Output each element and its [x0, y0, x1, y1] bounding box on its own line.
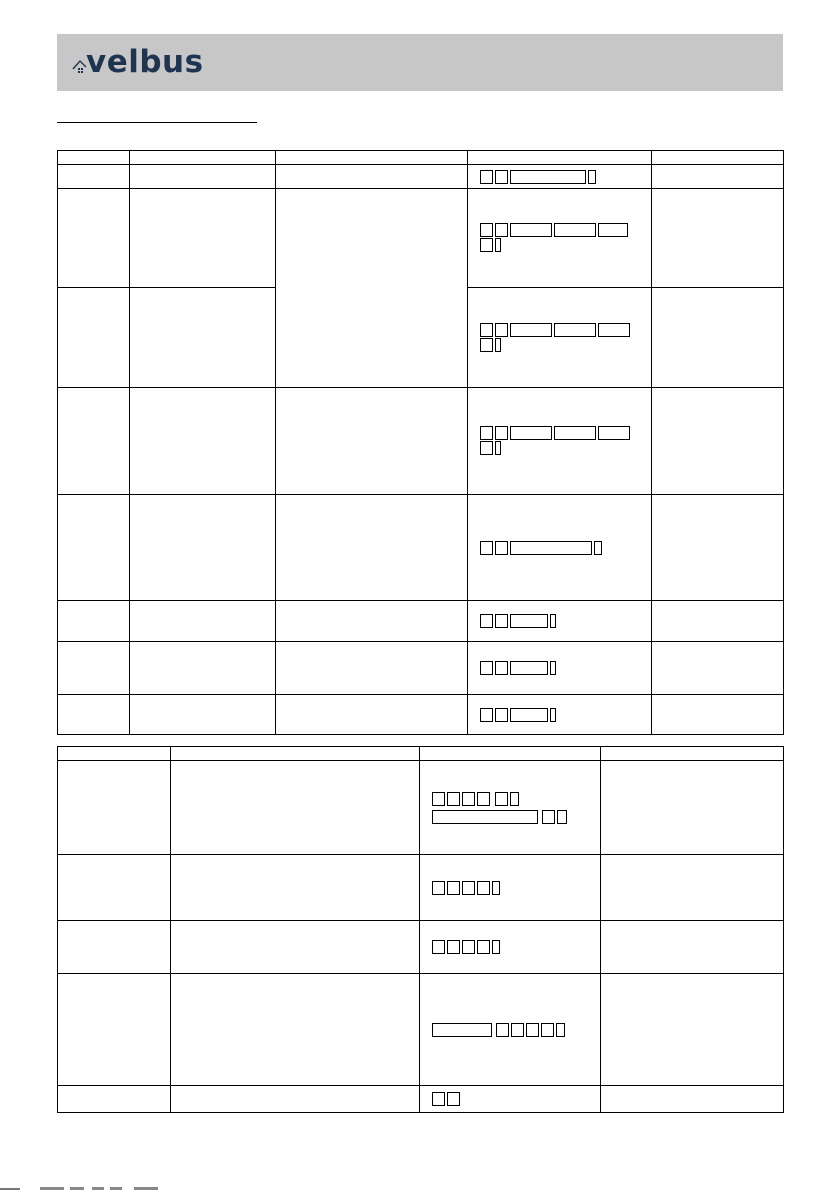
table-row: [58, 761, 784, 855]
table-header-row: [58, 747, 784, 761]
table-row: [58, 642, 784, 695]
table-row: [58, 855, 784, 921]
byte-field-cell: [420, 855, 601, 921]
header-banner: [57, 34, 783, 91]
section-heading-underline: [57, 122, 257, 123]
byte-field-cell: [468, 288, 652, 388]
table-row: [58, 695, 784, 735]
table-row: [58, 495, 784, 601]
table-row: [58, 1086, 784, 1113]
table-primary: [57, 150, 784, 735]
footer-smudge: [0, 1186, 200, 1192]
table-row: [58, 974, 784, 1086]
byte-field-cell: [420, 761, 601, 855]
table-row: [58, 921, 784, 974]
byte-field-cell: [468, 601, 652, 642]
logo-text: velbus: [86, 43, 204, 80]
byte-field-cell: [420, 921, 601, 974]
table-header-row: [58, 151, 784, 165]
velbus-logo: [70, 41, 204, 83]
table-secondary: [57, 746, 784, 1113]
table-row: [58, 189, 784, 288]
byte-field-cell: [468, 495, 652, 601]
house-icon: [70, 43, 88, 81]
byte-field-cell: [420, 1086, 601, 1113]
byte-field-cell: [468, 189, 652, 288]
table-row: [58, 165, 784, 189]
table-row: [58, 601, 784, 642]
byte-field-cell: [468, 642, 652, 695]
byte-field-cell: [468, 165, 652, 189]
byte-field-cell: [420, 974, 601, 1086]
byte-field-cell: [468, 695, 652, 735]
byte-field-cell: [468, 388, 652, 495]
table-row: [58, 388, 784, 495]
